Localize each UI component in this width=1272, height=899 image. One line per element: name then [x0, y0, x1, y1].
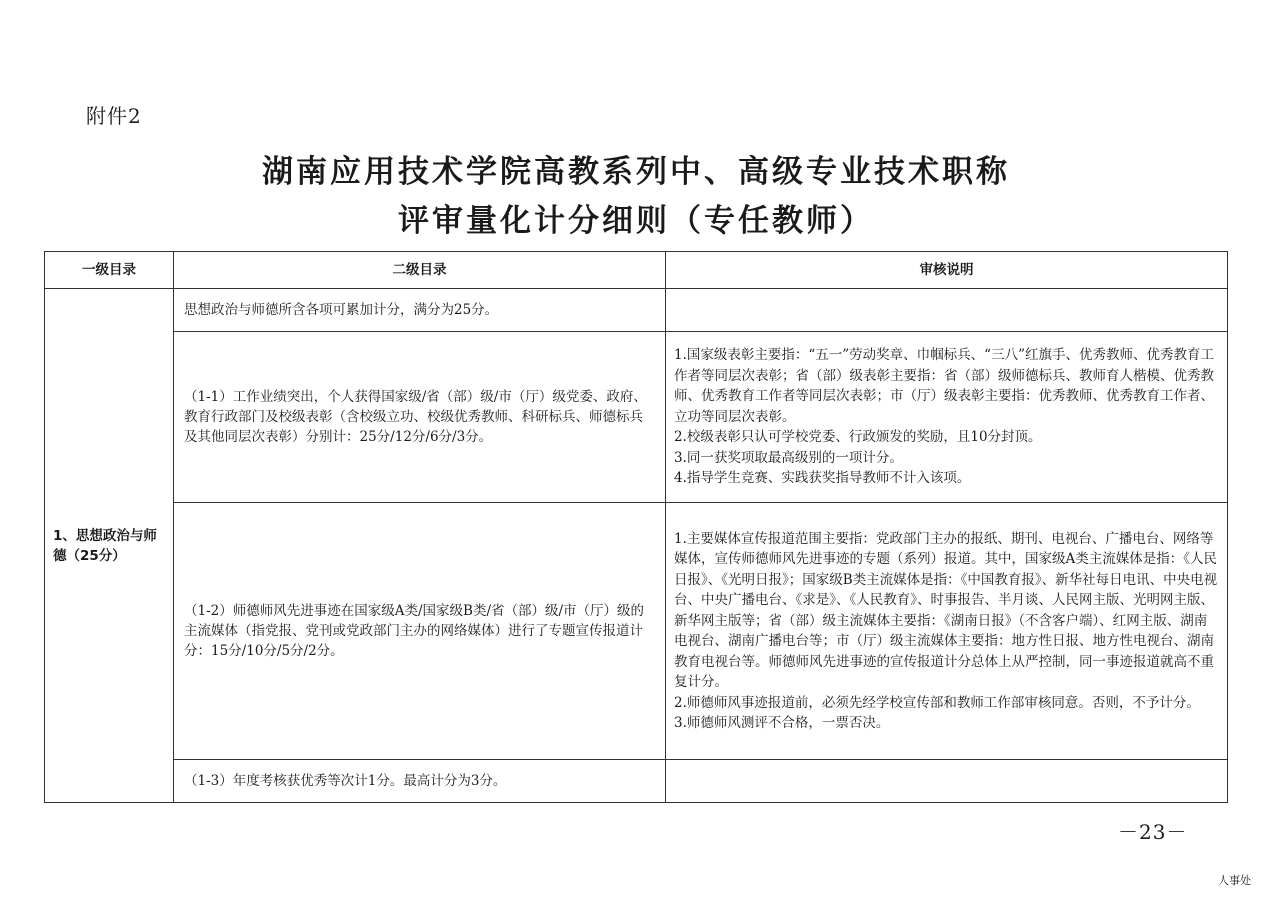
item-cell: （1-3）年度考核获优秀等次计1分。最高计分为3分。	[174, 760, 666, 803]
note-line: 1.主要媒体宣传报道范围主要指：党政部门主办的报纸、期刊、电视台、广播电台、网络等媒体，宣传师德师风先进事迹的专题（系列）报道。其中，国家级A类主流媒体是指：《人民日报》、《光明日报》；国家级B类主流媒体是指：《中国教育报》、新华社每日电讯、中央电视台、中央广播电台、《求是》、《人民教育》、时事报告、半月谈、人民网主版、光明网主版、新华网主版等；省（部）级主流媒体主要指：《湖南日报》（不含客户端）、红网主版、湖南电视台、湖南广播电台等；市（厅）级主流媒体主要指：地方性日报、地方性电视台、湖南教育电视台等。师德师风先进事迹的宣传报道计分总体上从严控制，同一事迹报道就高不重复计分。	[674, 530, 1218, 690]
note-line: 1.国家级表彰主要指：“五一”劳动奖章、巾帼标兵、“三八”红旗手、优秀教师、优秀教育工作者等同层次表彰；省（部）级表彰主要指：省（部）级师德标兵、教师育人楷模、优秀教师、优秀教育工作者等同层次表彰；市（厅）级表彰主要指：优秀教师、优秀教育工作者、立功等同层次表彰。	[674, 347, 1214, 425]
notes-cell	[666, 503, 1228, 760]
note-line: 3.同一获奖项取最高级别的一项计分。	[674, 449, 903, 466]
notes-cell	[666, 332, 1228, 503]
table-row	[45, 289, 1228, 332]
table-row	[45, 503, 1228, 760]
attachment-label: 附件2	[86, 104, 142, 128]
document-title-line2: 评审量化计分细则（专任教师）	[398, 203, 874, 239]
page-number: －23－	[1118, 820, 1188, 844]
header-review-notes: 审核说明	[666, 252, 1228, 289]
corner-mark: 人事处	[1218, 874, 1251, 887]
document-title-line1: 湖南应用技术学院高教系列中、高级专业技术职称	[262, 154, 1010, 190]
notes-cell	[666, 760, 1228, 803]
note-line: 2.校级表彰只认可学校党委、行政颁发的奖励，且10分封顶。	[674, 429, 1042, 446]
item-cell: （1-2）师德师风先进事迹在国家级A类/国家级B类/省（部）级/市（厅）级的主流媒体（指党报、党刊或党政部门主办的网络媒体）进行了专题宣传报道计分：15分/10分/5分/2分。	[174, 503, 666, 760]
item-cell: （1-1）工作业绩突出，个人获得国家级/省（部）级/市（厅）级党委、政府、教育行政部门及校级表彰（含校级立功、校级优秀教师、科研标兵、师德标兵及其他同层次表彰）分别计：25分/12分/6分/3分。	[174, 332, 666, 503]
table-row	[45, 332, 1228, 503]
table-header-row	[45, 252, 1228, 289]
category-cell: 1、思想政治与师德（25分）	[45, 289, 174, 803]
note-line: 4.指导学生竞赛、实践获奖指导教师不计入该项。	[674, 470, 971, 487]
note-line: 2.师德师风事迹报道前，必须先经学校宣传部和教师工作部审核同意。否则，不予计分。	[674, 694, 1200, 711]
scoring-rules-table	[44, 251, 1228, 803]
table-row	[45, 760, 1228, 803]
note-line: 3.师德师风测评不合格，一票否决。	[674, 715, 890, 731]
header-level2: 二级目录	[174, 252, 666, 289]
notes-cell	[666, 289, 1228, 332]
header-level1: 一级目录	[45, 252, 174, 289]
item-cell: 思想政治与师德所含各项可累加计分，满分为25分。	[174, 289, 666, 332]
